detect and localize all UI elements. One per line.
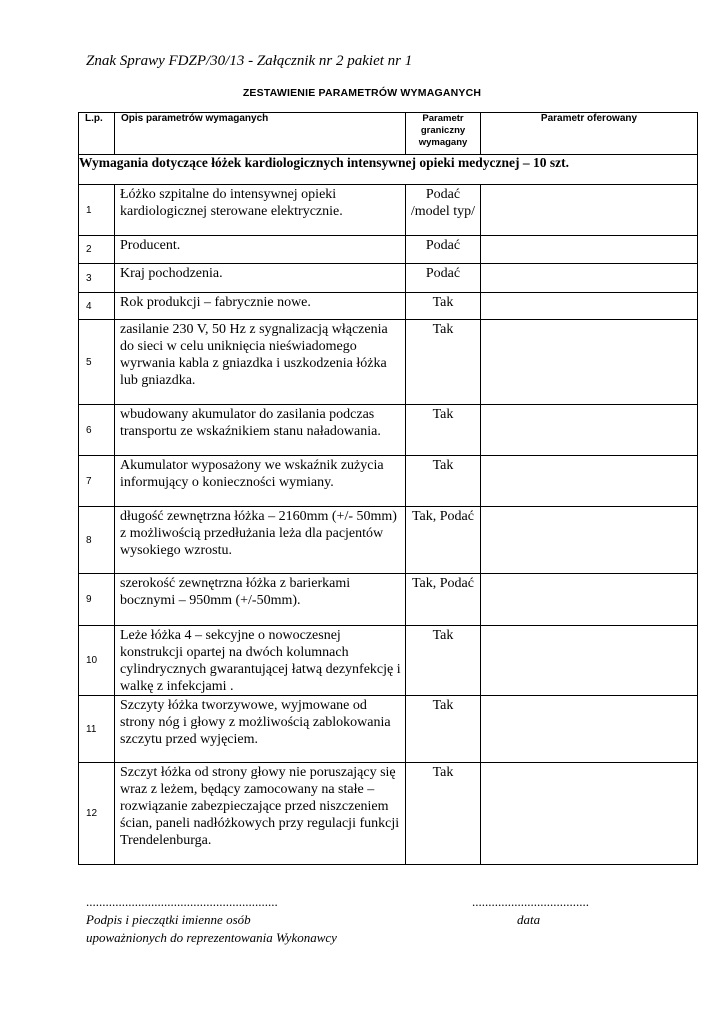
row-offered-cell[interactable] bbox=[481, 293, 698, 320]
row-required: Tak, Podać bbox=[406, 507, 481, 574]
row-lp: 11 bbox=[79, 696, 115, 763]
document-reference: Znak Sprawy FDZP/30/13 - Załącznik nr 2 pakiet nr 1 bbox=[86, 53, 413, 69]
row-offered-cell[interactable] bbox=[481, 507, 698, 574]
row-required: Tak bbox=[406, 456, 481, 507]
row-description: wbudowany akumulator do zasilania podczas transportu ze wskaźnikiem stanu naładowania. bbox=[115, 405, 406, 456]
section-row bbox=[79, 155, 698, 185]
row-offered-cell[interactable] bbox=[481, 574, 698, 626]
header-required-line2: graniczny bbox=[420, 125, 466, 136]
row-offered-cell[interactable] bbox=[481, 456, 698, 507]
signature-label-line2: upoważnionych do reprezentowania Wykonawcy bbox=[86, 930, 337, 945]
row-required: Podać bbox=[406, 264, 481, 293]
table-row bbox=[79, 264, 698, 293]
row-offered-cell[interactable] bbox=[481, 185, 698, 236]
row-lp: 3 bbox=[79, 264, 115, 293]
row-description: długość zewnętrzna łóżka – 2160mm (+/- 50mm) z możliwością przedłużania leża dla pacjentów wysokiego wzrostu. bbox=[115, 507, 406, 574]
row-offered-cell[interactable] bbox=[481, 405, 698, 456]
header-required-line1: Parametr bbox=[422, 113, 464, 124]
row-required: Tak bbox=[406, 293, 481, 320]
row-offered-cell[interactable] bbox=[481, 236, 698, 264]
row-description: Szczyty łóżka tworzywowe, wyjmowane od strony nóg i głowy z możliwością zablokowania szczytu przed wyjęciem. bbox=[115, 696, 406, 763]
signature-block bbox=[86, 893, 337, 947]
header-description: Opis parametrów wymaganych bbox=[115, 113, 406, 155]
section-title: Wymagania dotyczące łóżek kardiologicznych intensywnej opieki medycznej – 10 szt. bbox=[79, 155, 698, 185]
table-row bbox=[79, 574, 698, 626]
row-description: Akumulator wyposażony we wskaźnik zużycia informujący o konieczności wymiany. bbox=[115, 456, 406, 507]
row-required: Tak, Podać bbox=[406, 574, 481, 626]
date-line[interactable]: .................................... bbox=[472, 894, 589, 909]
table-row bbox=[79, 763, 698, 865]
row-required: Podać /model typ/ bbox=[406, 185, 481, 236]
table-row bbox=[79, 507, 698, 574]
header-required-line3: wymagany bbox=[418, 137, 468, 148]
header-offered: Parametr oferowany bbox=[481, 113, 698, 155]
row-required: Tak bbox=[406, 696, 481, 763]
row-description: Leże łóżka 4 – sekcyjne o nowoczesnej konstrukcji opartej na dwóch kolumnach cylindrycznych gwarantującej łatwą dezynfekcję i walkę z infekcjami . bbox=[115, 626, 406, 696]
row-lp: 5 bbox=[79, 320, 115, 405]
row-description: Rok produkcji – fabrycznie nowe. bbox=[115, 293, 406, 320]
table-row bbox=[79, 293, 698, 320]
row-lp: 9 bbox=[79, 574, 115, 626]
row-required: Tak bbox=[406, 763, 481, 865]
parameters-table bbox=[78, 112, 698, 865]
row-lp: 10 bbox=[79, 626, 115, 696]
row-offered-cell[interactable] bbox=[481, 696, 698, 763]
row-lp: 8 bbox=[79, 507, 115, 574]
row-lp: 4 bbox=[79, 293, 115, 320]
table-row bbox=[79, 236, 698, 264]
table-row bbox=[79, 456, 698, 507]
row-required: Tak bbox=[406, 626, 481, 696]
row-lp: 2 bbox=[79, 236, 115, 264]
header-lp: L.p. bbox=[79, 113, 115, 155]
date-label: data bbox=[517, 912, 541, 927]
signature-label-line1: Podpis i pieczątki imienne osób bbox=[86, 912, 251, 927]
row-lp: 12 bbox=[79, 763, 115, 865]
signature-line[interactable]: ........................................................... bbox=[86, 894, 278, 909]
row-description: Szczyt łóżka od strony głowy nie poruszający się wraz z leżem, będący zamocowany na stałe – rozwiązanie zabezpieczające przed niszczeniem ścian, paneli nadłóżkowych przy regulacji funkcji Trendelenburga. bbox=[115, 763, 406, 865]
row-description: Łóżko szpitalne do intensywnej opieki kardiologicznej sterowane elektrycznie. bbox=[115, 185, 406, 236]
table-header-row bbox=[79, 113, 698, 155]
date-block bbox=[472, 893, 589, 929]
document-title: ZESTAWIENIE PARAMETRÓW WYMAGANYCH bbox=[242, 87, 482, 99]
row-description: zasilanie 230 V, 50 Hz z sygnalizacją włączenia do sieci w celu uniknięcia nieświadomego wyrwania kabla z gniazdka i uszkodzenia łóżka lub gniazdka. bbox=[115, 320, 406, 405]
row-lp: 1 bbox=[79, 185, 115, 236]
row-required: Tak bbox=[406, 320, 481, 405]
row-offered-cell[interactable] bbox=[481, 264, 698, 293]
table-row bbox=[79, 696, 698, 763]
row-description: Producent. bbox=[115, 236, 406, 264]
table-row bbox=[79, 405, 698, 456]
row-description: szerokość zewnętrzna łóżka z barierkami bocznymi – 950mm (+/-50mm). bbox=[115, 574, 406, 626]
row-required: Podać bbox=[406, 236, 481, 264]
row-offered-cell[interactable] bbox=[481, 763, 698, 865]
row-lp: 7 bbox=[79, 456, 115, 507]
row-offered-cell[interactable] bbox=[481, 626, 698, 696]
row-description: Kraj pochodzenia. bbox=[115, 264, 406, 293]
row-required: Tak bbox=[406, 405, 481, 456]
table-row bbox=[79, 320, 698, 405]
table-row bbox=[79, 626, 698, 696]
row-offered-cell[interactable] bbox=[481, 320, 698, 405]
table-row bbox=[79, 185, 698, 236]
header-required bbox=[406, 113, 481, 155]
row-lp: 6 bbox=[79, 405, 115, 456]
